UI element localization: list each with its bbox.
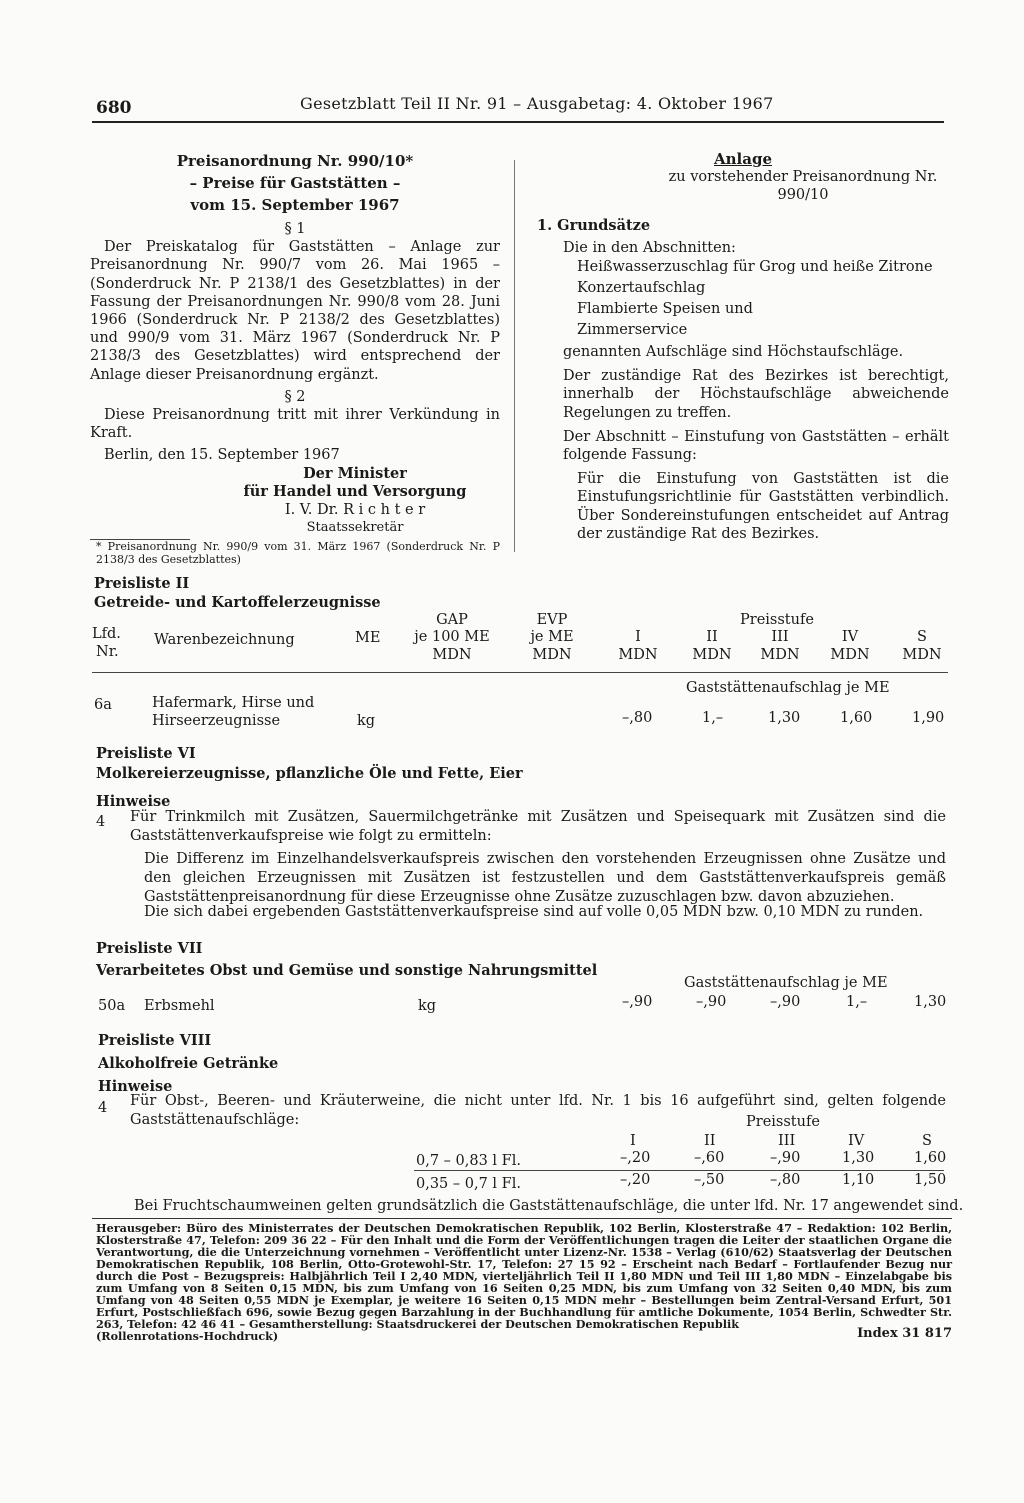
col-gap-unit: je 100 ME [414, 629, 490, 645]
preisliste-8-hinweise: Hinweise [98, 1078, 173, 1095]
footer-rule [92, 1218, 952, 1219]
col-stufe-4: IV [848, 1133, 865, 1149]
hinweis-text: Für Trinkmilch mit Zusätzen, Sauermilchgetränke mit Zusätzen und Speisequark mit Zusätzen sind die Gaststättenverkaufspreise wie folgt zu ermitteln: [130, 809, 946, 844]
row-value-4: 1,30 [842, 1150, 875, 1166]
footnote: * Preisanordnung Nr. 990/9 vom 31. März 1967 (Sonderdruck Nr. P 2138/3 des Gesetzblattes) [96, 540, 500, 567]
col-stufe-3: III [771, 629, 789, 645]
ordinance-title-line: – Preise für Gaststätten – [189, 174, 401, 192]
grundsaetze-item: Flambierte Speisen und [577, 301, 753, 318]
preisliste-7-title: Preisliste VII [96, 940, 203, 957]
row-value-2: –,90 [696, 994, 727, 1010]
row-value-4: 1,60 [840, 710, 873, 726]
col-evp-unit: je ME [530, 629, 574, 645]
section-2-text: Diese Preisanordnung tritt mit ihrer Verkündung in Kraft. [90, 407, 500, 442]
preisliste-7-aufschlag: Gaststättenaufschlag je ME [684, 975, 888, 991]
col-preisstufe: Preisstufe [740, 612, 814, 628]
col-me: ME [355, 630, 381, 646]
row-value-1: –,80 [622, 710, 653, 726]
ordinance-title [90, 150, 500, 216]
preisliste-2-aufschlag: Gaststättenaufschlag je ME [686, 680, 890, 696]
row-value-5: 1,30 [914, 994, 947, 1010]
hinweis-text-2: Die Differenz im Einzelhandelsverkaufspreis zwischen den vorstehenden Erzeugnissen ohne Zusätze und den gleichen Erzeugnissen mit Zusätzen ist festzustellen und dem Gaststättenverkaufspreis gemäß Gaststättenpreisanordnung für diese Erzeugnisse ohne Zusätze zuzuschlagen bzw. davon abzuziehen. [144, 851, 946, 905]
col-stufe-s: S [922, 1133, 932, 1149]
grundsaetze-item: Zimmerservice [577, 322, 688, 339]
closing-note: Bei Fruchtschaumweinen gelten grundsätzlich die Gaststättenaufschläge, die unter lfd. Nr. 17 angewendet sind. [134, 1198, 964, 1214]
row-value-5: 1,60 [914, 1150, 947, 1166]
col-stufe-4-currency: MDN [830, 647, 870, 663]
col-stufe-2: II [706, 629, 718, 645]
col-stufe-2-currency: MDN [692, 647, 732, 663]
preisliste-6-title: Preisliste VI [96, 745, 196, 762]
row-value-3: –,90 [770, 1150, 801, 1166]
column-divider [514, 160, 515, 552]
hinweis-nr: 4 [96, 814, 106, 830]
grundsaetze-item: Heißwasserzuschlag für Grog und heiße Zitrone [577, 259, 933, 276]
row-value-3: –,90 [770, 994, 801, 1010]
row-value-1: –,20 [620, 1172, 651, 1188]
preisliste-6-hinweise: Hinweise [96, 793, 171, 810]
row-value-2: 1,– [702, 710, 724, 726]
row-value-3: 1,30 [768, 710, 801, 726]
hinweis-text-3: Die sich dabei ergebenden Gaststättenverkaufspreise sind auf volle 0,05 MDN bzw. 0,10 MDN zu runden. [144, 904, 924, 920]
imprint-last-line [96, 1326, 952, 1344]
grundsaetze-p2: Der zuständige Rat des Bezirkes ist berechtigt, innerhalb der Höchstaufschläge abweichende Regelungen zu treffen. [563, 368, 949, 421]
page-header-title: Gesetzblatt Teil II Nr. 91 – Ausgabetag: 4. Oktober 1967 [300, 94, 774, 113]
col-stufe-s: S [917, 629, 927, 645]
col-gap-currency: MDN [432, 647, 472, 663]
col-stufe-2: II [704, 1133, 716, 1149]
imprint-printing: (Rollenrotations-Hochdruck) [96, 1329, 279, 1343]
hinweis-nr: 4 [98, 1100, 108, 1116]
col-evp-currency: MDN [532, 647, 572, 663]
section-grundsaetze: 1. Grundsätze [537, 216, 651, 234]
col-gap: GAP [436, 612, 468, 628]
section-1-text: Der Preiskatalog für Gaststätten – Anlage zur Preisanordnung Nr. 990/7 vom 26. Mai 1965 – (Sonderdruck Nr. P 2138/1 des Gesetzblattes) in der Fassung der Preisanordnungen Nr. 990/8 vom 28. Juni 1966 (Sonderdruck Nr. P 2138/2 des Gesetzblattes) und 990/9 vom 31. März 1967 (Sonderdruck Nr. P 2138/3 des Gesetzblattes) wird entsprechend der Anlage dieser Preisanordnung ergänzt. [90, 239, 500, 383]
grundsaetze-p3: Der Abschnitt – Einstufung von Gaststätten – erhält folgende Fassung: [563, 428, 949, 464]
imprint [96, 1222, 952, 1344]
signature-ministry: für Handel und Versorgung [243, 482, 467, 500]
header-rule [92, 121, 944, 123]
grundsaetze-intro: Die in den Abschnitten: [563, 239, 736, 256]
col-warenbezeichnung: Warenbezeichnung [154, 632, 295, 648]
row-value-5: 1,90 [912, 710, 945, 726]
col-stufe-s-currency: MDN [902, 647, 942, 663]
table-rule [92, 672, 948, 673]
col-stufe-4: IV [841, 629, 859, 645]
ordinance-title-line: Preisanordnung Nr. 990/10* [176, 152, 414, 170]
row-value-1: –,20 [620, 1150, 651, 1166]
page-number: 680 [96, 98, 132, 118]
signature-name: I. V. Dr. R i c h t e r [284, 502, 426, 519]
index-number: Index 31 817 [857, 1326, 952, 1341]
row-value-4: 1,10 [842, 1172, 875, 1188]
section-1-heading: § 1 [284, 221, 306, 237]
grundsaetze-after: genannten Aufschläge sind Höchstaufschläge. [563, 344, 904, 361]
section-2-heading: § 2 [284, 388, 306, 405]
row-label: 0,7 – 0,83 l Fl. [416, 1153, 521, 1169]
col-stufe-1: I [635, 629, 641, 645]
table-rule [414, 1170, 944, 1171]
preisliste-7-subtitle: Verarbeitetes Obst und Gemüse und sonstige Nahrungsmittel [96, 962, 598, 979]
imprint-text: Herausgeber: Büro des Ministerrates der Deutschen Demokratischen Republik, 102 Berlin, Klosterstraße 47 – Redaktion: 102 Berlin, Klosterstraße 47, Telefon: 209 36 22 – Für den Inhalt und die Form der Veröffentlichungen tragen die Leiter der staatlichen Organe die Verantwortung, die die Unterzeichnung vornehmen – Veröffentlicht unter Lizenz-Nr. 1538 – Verlag (610/62) Staatsverlag der Deutschen Demokratischen Republik, 108 Berlin, Otto-Grotewohl-Str. 17, Telefon: 27 15 92 – Erscheint nach Bedarf – Fortlaufender Bezug nur durch die Post – Bezugspreis: Halbjährlich Teil I 2,40 MDN, vierteljährlich Teil II 1,80 MDN und Teil III 1,80 MDN – Einzelabgabe bis zum Umfang von 8 Seiten 0,15 MDN, bis zum Umfang von 16 Seiten 0,25 MDN, bis zum Umfang von 32 Seiten 0,40 MDN, bis zum Umfang von 48 Seiten 0,55 MDN je Exemplar, je weitere 16 Seiten 0,15 MDN mehr – Bestellungen beim Zentral-Versand Erfurt, 501 Erfurt, Postschließfach 696, sowie Bezug gegen Barzahlung in der Buchhandlung für amtliche Dokumente, 1054 Berlin, Schwedter Str. 263, Telefon: 42 46 41 – Gesamtherstellung: Staatsdruckerei der Deutschen Demokratischen Republik [96, 1221, 952, 1331]
col-stufe-3: III [778, 1133, 796, 1149]
row-name-cont: Hirseerzeugnisse [152, 713, 281, 729]
right-column [537, 150, 949, 543]
col-stufe-1-currency: MDN [618, 647, 658, 663]
row-name: Hafermark, Hirse und [152, 695, 315, 711]
row-value-5: 1,50 [914, 1172, 947, 1188]
hinweis-text: Für Obst-, Beeren- und Kräuterweine, die nicht unter lfd. Nr. 1 bis 16 aufgeführt sind, gelten folgende Gaststättenaufschläge: [130, 1093, 946, 1128]
row-nr: 50a [98, 998, 126, 1014]
row-value-2: –,60 [694, 1150, 725, 1166]
left-column [90, 150, 500, 566]
row-value-4: 1,– [846, 994, 868, 1010]
col-evp: EVP [536, 612, 568, 628]
preisliste-8-preisstufe: Preisstufe [746, 1114, 820, 1130]
grundsaetze-p4: Für die Einstufung von Gaststätten ist die Einstufungsrichtlinie für Gaststätten verbindlich. Über Sondereinstufungen entscheidet auf Antrag der zuständige Rat des Bezirkes. [577, 471, 949, 542]
anlage-subtitle: zu vorstehender Preisanordnung Nr. 990/10 [668, 169, 938, 204]
row-name: Erbsmehl [144, 998, 215, 1014]
row-label: 0,35 – 0,7 l Fl. [416, 1176, 521, 1192]
row-me: kg [357, 713, 376, 729]
col-stufe-1: I [630, 1133, 636, 1149]
ordinance-title-line: vom 15. September 1967 [190, 196, 400, 214]
preisliste-8-title: Preisliste VIII [98, 1032, 212, 1049]
preisliste-2-subtitle: Getreide- und Kartoffelerzeugnisse [94, 594, 381, 611]
row-value-2: –,50 [694, 1172, 725, 1188]
row-value-1: –,90 [622, 994, 653, 1010]
grundsaetze-item: Konzertaufschlag [577, 280, 706, 297]
preisliste-2-table-header [92, 612, 948, 668]
row-value-3: –,80 [770, 1172, 801, 1188]
preisliste-6-subtitle: Molkereierzeugnisse, pflanzliche Öle und Fette, Eier [96, 765, 523, 782]
signature-title: Der Minister [303, 464, 407, 482]
preisliste-2-title: Preisliste II [94, 575, 190, 592]
anlage-heading: Anlage [714, 150, 772, 168]
place-date: Berlin, den 15. September 1967 [104, 447, 340, 464]
col-nr: Nr. [96, 644, 119, 660]
col-lfd: Lfd. [92, 626, 121, 642]
row-me: kg [418, 998, 437, 1014]
row-nr: 6a [94, 697, 112, 713]
signature-role: Staatssekretär [306, 520, 404, 536]
preisliste-8-subtitle: Alkoholfreie Getränke [98, 1055, 279, 1072]
col-stufe-3-currency: MDN [760, 647, 800, 663]
